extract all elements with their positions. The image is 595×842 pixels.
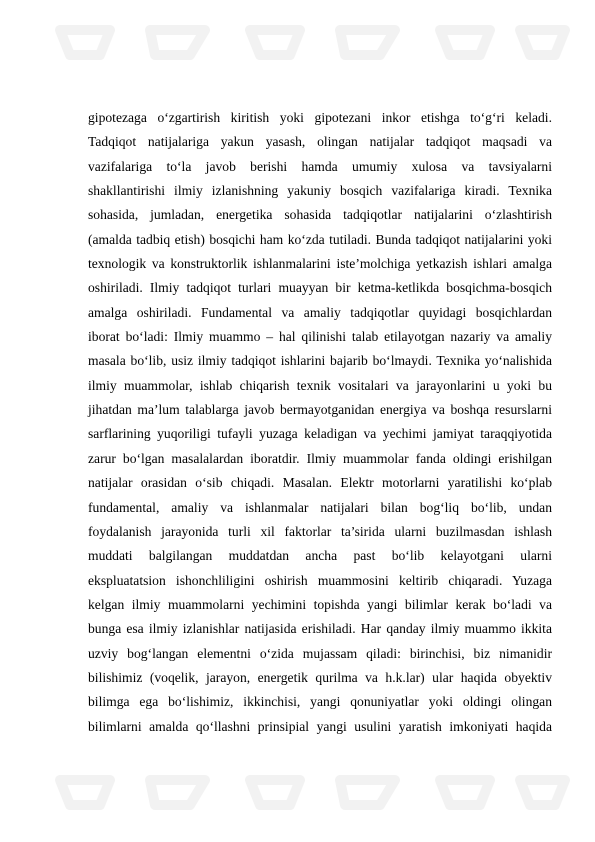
- text-line: zarur bo‘lgan masalalardan iboratdir. Ilmiy muammolar fanda oldingi erishilgan: [88, 450, 552, 466]
- text-line: (amalda tadbiq etish) bosqichi ham ko‘zda tutiladi. Bunda tadqiqot natijalarini yoki: [88, 231, 552, 247]
- text-line: ekspluatatsion ishonchliligini oshirish muammosini keltirib chiqaradi. Yuzaga: [88, 572, 552, 588]
- text-line: bunga esa ilmiy izlanishlar natijasida erishiladi. Har qanday ilmiy muammo ikkita: [88, 621, 552, 637]
- text-line: texnologik va konstruktorlik ishlanmalarini iste’molchiga yetkazish ishlari amalga: [88, 256, 552, 272]
- text-line: shakllantirishi ilmiy izlanishning yakuniy bosqich vazifalariga kiradi. Texnika: [88, 183, 552, 199]
- text-line: fundamental, amaliy va ishlanmalar natijalari bilan bog‘liq bo‘lib, undan: [88, 499, 552, 515]
- text-line: Tadqiqot natijalariga yakun yasash, olingan natijalar tadqiqot maqsadi va: [88, 134, 552, 150]
- text-line: gipotezaga o‘zgartirish kiritish yoki gipotezani inkor etishga to‘g‘ri keladi.: [88, 110, 552, 125]
- text-line: jihatdan ma’lum talablarga javob bermayotganidan energiya va boshqa resurslarni: [88, 402, 552, 418]
- text-line: oshiriladi. Ilmiy tadqiqot turlari muayyan bir ketma-ketlikda bosqichma-bosqich: [88, 280, 552, 296]
- text-line: muddati balgilangan muddatdan ancha past bo‘lib kelayotgani ularni: [88, 548, 552, 564]
- text-line: iborat bo‘ladi: Ilmiy muammo – hal qilinishi talab etilayotgan nazariy va amaliy: [88, 329, 552, 345]
- body-text: [88, 106, 552, 739]
- text-line: natijalar orasidan o‘sib chiqadi. Masalan. Elektr motorlarni yaratilishi ko‘plab: [88, 475, 552, 491]
- text-line: uzviy bog‘langan elementni o‘zida mujassam qiladi: birinchisi, biz nimanidir: [88, 645, 552, 661]
- text-line: kelgan ilmiy muammolarni yechimini topishda yangi bilimlar kerak bo‘ladi va: [88, 596, 552, 612]
- text-line: bilishimiz (voqelik, jarayon, energetik qurilma va h.k.lar) ular haqida obyektiv: [88, 669, 552, 685]
- text-line: vazifalariga to‘la javob berishi hamda umumiy xulosa va tavsiyalarni: [88, 158, 552, 174]
- text-line: sohasida, jumladan, energetika sohasida tadqiqotlar natijalarini o‘zlashtirish: [88, 207, 552, 223]
- text-line: bilimga ega bo‘lishimiz, ikkinchisi, yangi qonuniyatlar yoki oldingi olingan: [88, 694, 552, 710]
- text-line: masala bo‘lib, usiz ilmiy tadqiqot ishlarini bajarib bo‘lmaydi. Texnika yo‘nalishida: [88, 353, 552, 369]
- text-line: bilimlarni amalda qo‘llashni prinsipial yangi usulini yaratish imkoniyati haqida: [88, 718, 552, 734]
- text-line: foydalanish jarayonida turli xil faktorlar ta’sirida ularni buzilmasdan ishlash: [88, 523, 552, 539]
- text-line: amalga oshiriladi. Fundamental va amaliy tadqiqotlar quyidagi bosqichlardan: [88, 304, 552, 320]
- text-line: ilmiy muammolar, ishlab chiqarish texnik vositalari va jarayonlarini u yoki bu: [88, 377, 552, 393]
- text-line: sarflarining yuqoriligi tufayli yuzaga keladigan va yechimi jamiyat taraqqiyotida: [88, 426, 552, 442]
